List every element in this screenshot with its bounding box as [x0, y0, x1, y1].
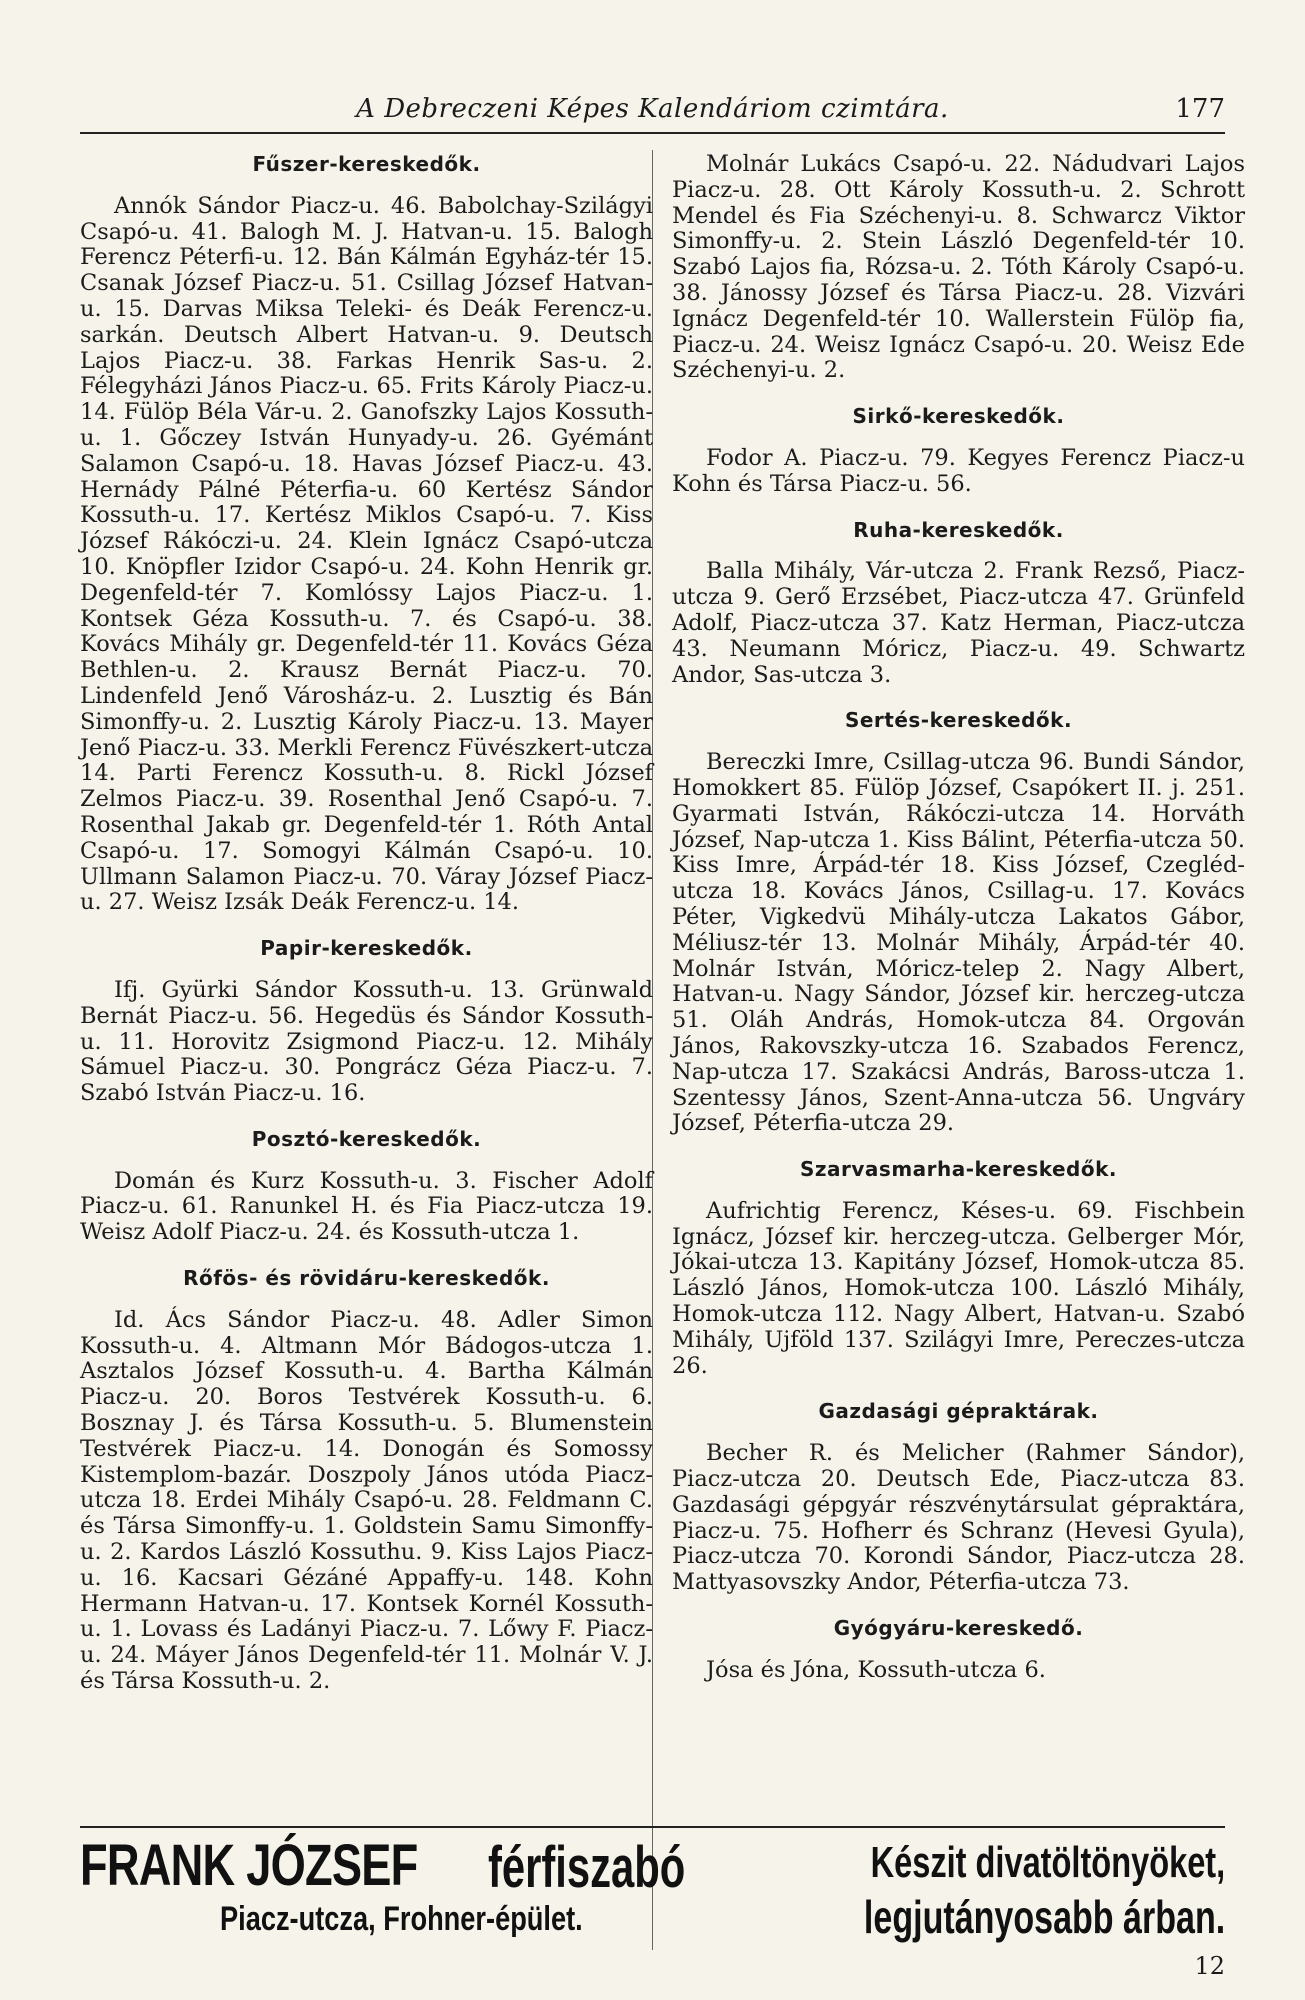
- section-ruha: [672, 518, 1245, 689]
- section-heading: Fűszer-kereskedők.: [252, 152, 481, 176]
- section-body: Becher R. és Melicher (Rahmer Sándor), Piacz-utcza 20. Deutsch Ede, Piacz-utcza 83. Gazdasági gépgyár részvénytársulat gépraktára, Piacz-u. 75. Hofherr és Schranz (Hevesi Gyula), Piacz-utcza 70. Korondi Sándor, Piacz-utcza 28. Mattyasovszky Andor, Péterfia-utcza 73.: [672, 1440, 1245, 1596]
- section-body: Id. Ács Sándor Piacz-u. 48. Adler Simon Kossuth-u. 4. Altmann Mór Bádogos-utcza 1. Asztalos József Kossuth-u. 4. Bartha Kálmán Piacz-u. 20. Boros Testvérek Kossuth-u. 6. Bosznay J. és Társa Kossuth-u. 5. Blumenstein Testvérek Piacz-u. 14. Donogán és Somossy Kistemplom-bazár. Doszpoly János utóda Piacz-utcza 18. Erdei Mihály Csapó-u. 28. Feldmann C. és Társa Simonffy-u. 1. Goldstein Samu Simonffy-u. 2. Kardos László Kossuthu. 9. Kiss Lajos Piacz-u. 16. Kacsari Gézáné Appaffy-u. 148. Kohn Hermann Hatvan-u. 17. Kontsek Kornél Kossuth-u. 1. Lovass és Ladányi Piacz-u. 7. Lőwy F. Piacz-u. 24. Máyer János Degenfeld-tér 11. Molnár V. J. és Társa Kossuth-u. 2.: [80, 1306, 653, 1695]
- section-szarvasmarha: [672, 1157, 1245, 1379]
- section-papir: [80, 936, 653, 1107]
- section-sirko: [672, 404, 1245, 497]
- advertisement: [80, 1832, 1225, 1943]
- section-body: Ifj. Gyürki Sándor Kossuth-u. 13. Grünwald Bernát Piacz-u. 56. Hegedüs és Sándor Kossuth-u. 11. Horovitz Zsigmond Piacz-u. 12. Mihály Sámuel Piacz-u. 30. Pongrácz Géza Piacz-u. 7. Szabó István Piacz-u. 16.: [80, 976, 653, 1107]
- page-header: [80, 90, 1225, 130]
- section-body: Jósa és Jóna, Kossuth-utcza 6.: [706, 1656, 1046, 1683]
- header-rule: [80, 132, 1225, 134]
- advertiser-trade: férfiszabó: [488, 1835, 686, 1900]
- advertisement-tagline: Készit divatöltönyöket,: [870, 1838, 1225, 1887]
- section-poszto: [80, 1127, 653, 1246]
- section-body: Domán és Kurz Kossuth-u. 3. Fischer Adolf Piacz-u. 61. Ranunkel H. és Fia Piacz-utcza 19. Weisz Adolf Piacz-u. 24. és Kossuth-utcza 1.: [80, 1167, 653, 1246]
- advertiser-name: FRANK JÓZSEF: [80, 1833, 418, 1898]
- section-rofos-continued: [672, 152, 1245, 384]
- section-body: Molnár Lukács Csapó-u. 22. Nádudvari Lajos Piacz-u. 28. Ott Károly Kossuth-u. 2. Schrott Mendel és Fia Széchenyi-u. 8. Schwarcz Viktor Simonffy-u. 2. Stein László Degenfeld-tér 10. Szabó Lajos fia, Rózsa-u. 2. Tóth Károly Csapó-u. 38. Jánossy József és Társa Piacz-u. 28. Vizvári Ignácz Degenfeld-tér 10. Wallerstein Fülöp fia, Piacz-u. 24. Weisz Ignácz Csapó-u. 20. Weisz Ede Széchenyi-u. 2.: [672, 151, 1245, 384]
- page-number: 177: [1175, 94, 1225, 124]
- left-column: [80, 152, 653, 1715]
- running-title: A Debreczeni Képes Kalendáriom czimtára.: [356, 94, 949, 124]
- section-sertes: [672, 708, 1245, 1137]
- section-heading: Gyógyáru-kereskedő.: [833, 1616, 1084, 1641]
- advertisement-rule: [80, 1826, 1225, 1828]
- section-gepraktar: [672, 1399, 1245, 1596]
- section-body: Annók Sándor Piacz-u. 46. Babolchay-Szilágyi Csapó-u. 41. Balogh M. J. Hatvan-u. 15. Balogh Ferencz Péterfi-u. 12. Bán Kálmán Egyház-tér 15. Csanak József Piacz-u. 51. Csillag József Hatvan-u. 15. Darvas Miksa Teleki- és Deák Ferencz-u. sarkán. Deutsch Albert Hatvan-u. 9. Deutsch Lajos Piacz-u. 38. Farkas Henrik Sas-u. 2. Félegyházi János Piacz-u. 65. Frits Károly Piacz-u. 14. Fülöp Béla Vár-u. 2. Ganofszky Lajos Kossuth-u. 1. Gőczey István Hunyady-u. 26. Gyémánt Salamon Csapó-u. 18. Havas József Piacz-u. 43. Hernády Pálné Péterfia-u. 60 Kertész Sándor Kossuth-u. 17. Kertész Miklos Csapó-u. 7. Kiss József Rákóczi-u. 24. Klein Ignácz Csapó-utcza 10. Knöpfler Izidor Csapó-u. 24. Kohn Henrik gr. Degenfeld-tér 7. Komlóssy Lajos Piacz-u. 1. Kontsek Géza Kossuth-u. 7. és Csapó-u. 38. Kovács Mihály gr. Degenfeld-tér 11. Kovács Géza Bethlen-u. 2. Krausz Bernát Piacz-u. 70. Lindenfeld Jenő Városház-u. 2. Lusztig és Bán Simonffy-u. 2. Lusztig Károly Piacz-u. 13. Mayer Jenő Piacz-u. 33. Merkli Ferencz Füvészkert-utcza 14. Parti Ferencz Kossuth-u. 8. Rickl József Zelmos Piacz-u. 39. Rosenthal Jenő Csapó-u. 7. Rosenthal Jakab gr. Degenfeld-tér 1. Róth Antal Csapó-u. 17. Somogyi Kálmán Csapó-u. 10. Ullmann Salamon Piacz-u. 70. Váray József Piacz-u. 27. Weisz Izsák Deák Ferencz-u. 14.: [80, 192, 653, 916]
- right-column: [672, 152, 1245, 1704]
- section-heading: Papir-kereskedők.: [260, 936, 473, 961]
- section-rofos: [80, 1266, 653, 1695]
- section-heading: Szarvasmarha-kereskedők.: [799, 1157, 1118, 1182]
- section-body: Balla Mihály, Vár-utcza 2. Frank Rezső, Piacz-utcza 9. Gerő Erzsébet, Piacz-utcza 47. Grünfeld Adolf, Piacz-utcza 37. Katz Herman, Piacz-utcza 43. Neumann Móricz, Piacz-u. 49. Schwartz Andor, Sas-utcza 3.: [672, 558, 1245, 688]
- section-body: Fodor A. Piacz-u. 79. Kegyes Ferencz Piacz-u Kohn és Társa Piacz-u. 56.: [672, 444, 1245, 497]
- section-heading: Gazdasági gépraktárak.: [818, 1399, 1099, 1424]
- section-fuszer: [80, 152, 653, 916]
- section-gyogyaru: [672, 1616, 1245, 1684]
- section-body: Aufrichtig Ferencz, Késes-u. 69. Fischbein Ignácz, József kir. herczeg-utcza. Gelberger Mór, Jókai-utcza 13. Kapitány József, Homok-utcza 85. László János, Homok-utcza 100. László Mihály, Homok-utcza 112. Nagy Albert, Hatvan-u. Szabó Mihály, Ujföld 137. Szilágyi Imre, Pereczes-utcza 26.: [672, 1197, 1245, 1379]
- section-heading: Rőfös- és rövidáru-kereskedők.: [183, 1266, 550, 1291]
- section-body: Bereczki Imre, Csillag-utcza 96. Bundi Sándor, Homokkert 85. Fülöp József, Csapókert II. j. 251. Gyarmati István, Rákóczi-utcza 14. Horváth József, Nap-utcza 1. Kiss Bálint, Péterfia-utcza 50. Kiss Imre, Árpád-tér 18. Kiss József, Czegléd-utcza 18. Kovács János, Csillag-u. 17. Kovács Péter, Vigkedvü Mihály-utcza Lakatos Gábor, Méliusz-tér 13. Molnár Mihály, Árpád-tér 40. Molnár István, Móricz-telep 2. Nagy Albert, Hatvan-u. Nagy Sándor, József kir. herczeg-utcza 51. Oláh András, Homok-utcza 84. Orgován János, Rakovszky-utcza 16. Szabados Ferencz, Nap-utcza 17. Szakácsi András, Baross-utcza 1. Szentessy János, Szent-Anna-utcza 56. Ungváry József, Péterfia-utcza 29.: [672, 749, 1245, 1137]
- section-heading: Sirkő-kereskedők.: [852, 404, 1065, 429]
- advertiser-address: Piacz-utcza, Frohner-épület.: [220, 1900, 583, 1938]
- section-heading: Sertés-kereskedők.: [844, 708, 1073, 733]
- section-heading: Ruha-kereskedők.: [853, 517, 1064, 542]
- sheet-number: 12: [1194, 1952, 1225, 1980]
- advertisement-tagline-2: legjutányosabb árban.: [863, 1891, 1225, 1943]
- section-heading: Posztó-kereskedők.: [251, 1126, 482, 1151]
